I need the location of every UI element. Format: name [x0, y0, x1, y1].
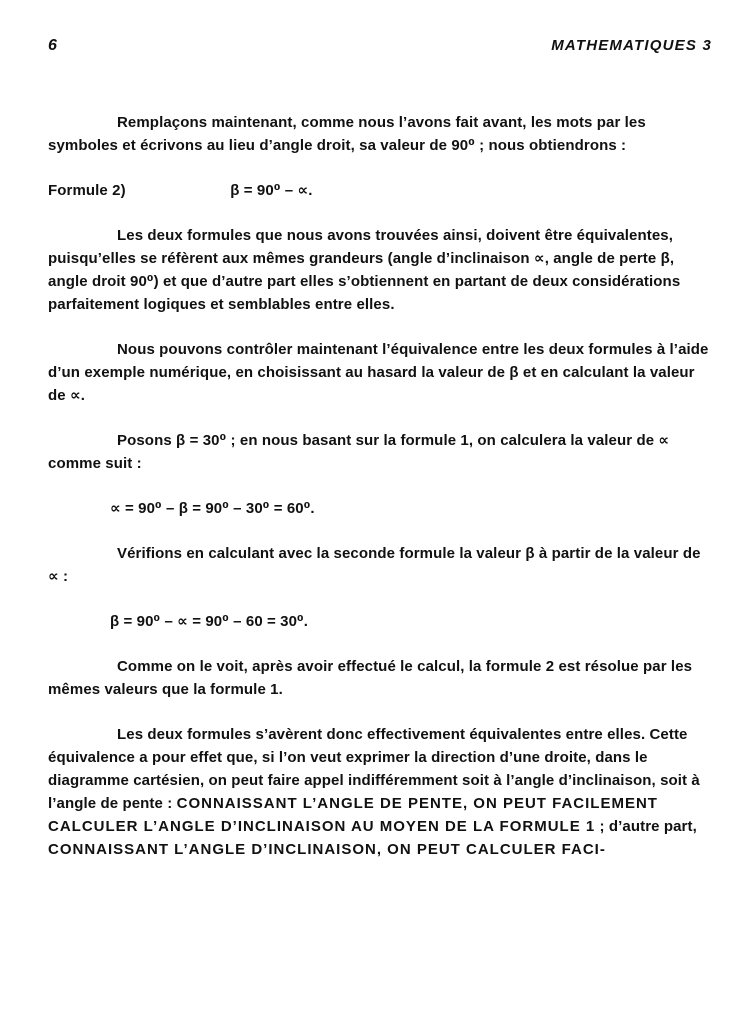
- paragraph-2: Les deux formules que nous avons trouvées ainsi, doivent être équivalentes, puisqu’elles se réfèrent aux mêmes grandeurs (angle d’inclinaison ∝, angle de perte β, angle droit 90⁰) et que d’autre part elles s’obtiennent en partant de deux considérations parfaitement logiques et semblables entre elles.: [48, 227, 681, 313]
- formula-2: β = 90⁰ – ∝.: [230, 182, 313, 199]
- paragraph-6: Comme on le voit, après avoir effectué le calcul, la formule 2 est résolue par les mêmes valeurs que la formule 1.: [48, 658, 693, 698]
- paragraph-7-caps-1: CONNAISSANT L’ANGLE DE PENTE, ON PEUT FACILEMENT CALCULER L’ANGLE D’INCLINAISON AU MOYEN DE LA FORMULE 1: [48, 795, 658, 835]
- formula-2-label: Formule 2): [48, 182, 126, 199]
- paragraph-7-start: Les deux formules s’avèrent donc effectivement équivalentes entre elles. Cette équivalence a pour effet que, si l’on veut exprimer la direction d’une droite, dans le diagramme cartésien, on peut faire appel indifféremment soit à l’angle d’inclinaison, soit à l’angle de pente :: [48, 726, 700, 812]
- page-number: 6: [48, 37, 57, 54]
- paragraph-4: Posons β = 30⁰ ; en nous basant sur la formule 1, on calculera la valeur de ∝ comme suit :: [48, 432, 670, 472]
- equation-1: ∝ = 90⁰ – β = 90⁰ – 30⁰ = 60⁰.: [110, 500, 315, 517]
- paragraph-7-caps-2: CONNAISSANT L’ANGLE D’INCLINAISON, ON PEUT CALCULER FACI-: [48, 841, 606, 858]
- page-header: [48, 34, 712, 57]
- formula-2-line: [48, 179, 712, 202]
- paragraph-5: Vérifions en calculant avec la seconde formule la valeur β à partir de la valeur de ∝ :: [48, 545, 701, 585]
- paragraph-1: Remplaçons maintenant, comme nous l’avons fait avant, les mots par les symboles et écrivons au lieu d’angle droit, sa valeur de 90⁰ ; nous obtiendrons :: [48, 114, 646, 154]
- running-title: MATHEMATIQUES 3: [551, 37, 712, 54]
- paragraph-3: Nous pouvons contrôler maintenant l’équivalence entre les deux formules à l’aide d’un exemple numérique, en choisissant au hasard la valeur de β et en calculant la valeur de ∝.: [48, 341, 709, 404]
- equation-2: β = 90⁰ – ∝ = 90⁰ – 60 = 30⁰.: [110, 613, 308, 630]
- paragraph-7-middle: ; d’autre part,: [599, 818, 697, 835]
- document-page: [48, 34, 712, 861]
- paragraph-7: [48, 723, 712, 861]
